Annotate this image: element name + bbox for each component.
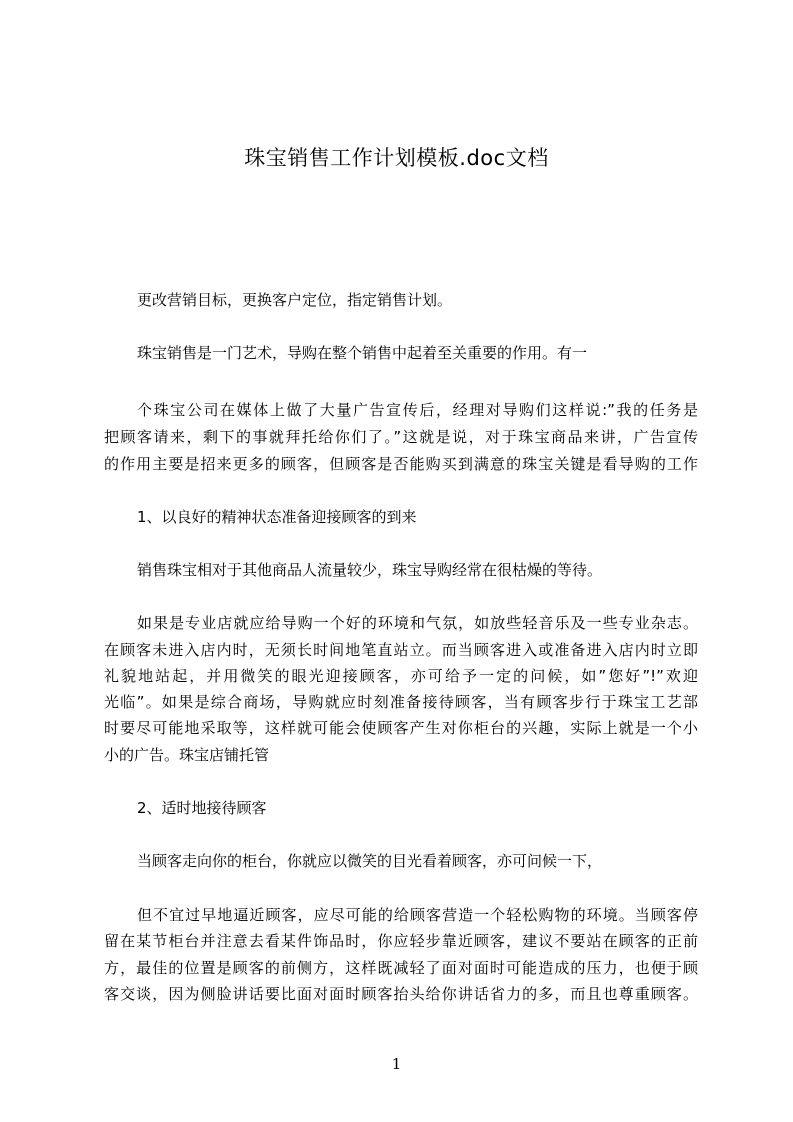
page-number: 1 (391, 1055, 402, 1073)
paragraph-line: 方，最佳的位置是顾客的前侧方，这样既减轻了面对面时可能造成的压力，也便于顾 (104, 959, 698, 977)
paragraph-line: 如果是专业店就应给导购一个好的环境和气氛，如放些轻音乐及一些专业杂志。 (137, 614, 698, 632)
paragraph-line: 销售珠宝相对于其他商品人流量较少，珠宝导购经常在很枯燥的等待。 (137, 561, 603, 579)
section-heading: 1、以良好的精神状态准备迎接顾客的到来 (137, 508, 417, 526)
document-title: 珠宝销售工作计划模板.doc文档 (244, 146, 549, 170)
paragraph-line: 把顾客请来，剩下的事就拜托给你们了。”这就是说，对于珠宝商品来讲，广告宣传 (104, 428, 698, 446)
paragraph-line: 但不宜过早地逼近顾客，应尽可能的给顾客营造一个轻松购物的环境。当顾客停 (137, 906, 698, 924)
paragraph-line: 时要尽可能地采取等，这样就可能会使顾客产生对你柜台的兴趣，实际上就是一个小 (104, 719, 698, 737)
paragraph-line: 留在某节柜台并注意去看某件饰品时，你应轻步靠近顾客，建议不要站在顾客的正前 (104, 932, 698, 950)
paragraph-line: 客交谈，因为侧脸讲话要比面对面时顾客抬头给你讲话省力的多，而且也尊重顾客。 (104, 985, 698, 1003)
paragraph-line: 礼貌地站起，并用微笑的眼光迎接顾客，亦可给予一定的问候，如”您好”!”欢迎 (104, 667, 698, 685)
paragraph-line: 个珠宝公司在媒体上做了大量广告宣传后，经理对导购们这样说:”我的任务是 (137, 401, 698, 419)
paragraph-line: 珠宝销售是一门艺术，导购在整个销售中起着至关重要的作用。有一 (137, 344, 588, 362)
paragraph-line: 小的广告。珠宝店铺托管 (104, 746, 270, 764)
paragraph-line: 更改营销目标，更换客户定位，指定销售计划。 (137, 291, 453, 309)
section-heading: 2、适时地接待顾客 (137, 799, 267, 817)
paragraph-line: 当顾客走向你的柜台，你就应以微笑的目光看着顾客，亦可问候一下， (137, 852, 603, 870)
paragraph-line: 光临”。如果是综合商场，导购就应时刻准备接待顾客，当有顾客步行于珠宝工艺部 (104, 693, 698, 711)
paragraph-line: 在顾客未进入店内时，无须长时间地笔直站立。而当顾客进入或准备进入店内时立即 (104, 641, 698, 659)
paragraph-line: 的作用主要是招来更多的顾客，但顾客是否能购买到满意的珠宝关键是看导购的工作 (104, 455, 698, 473)
